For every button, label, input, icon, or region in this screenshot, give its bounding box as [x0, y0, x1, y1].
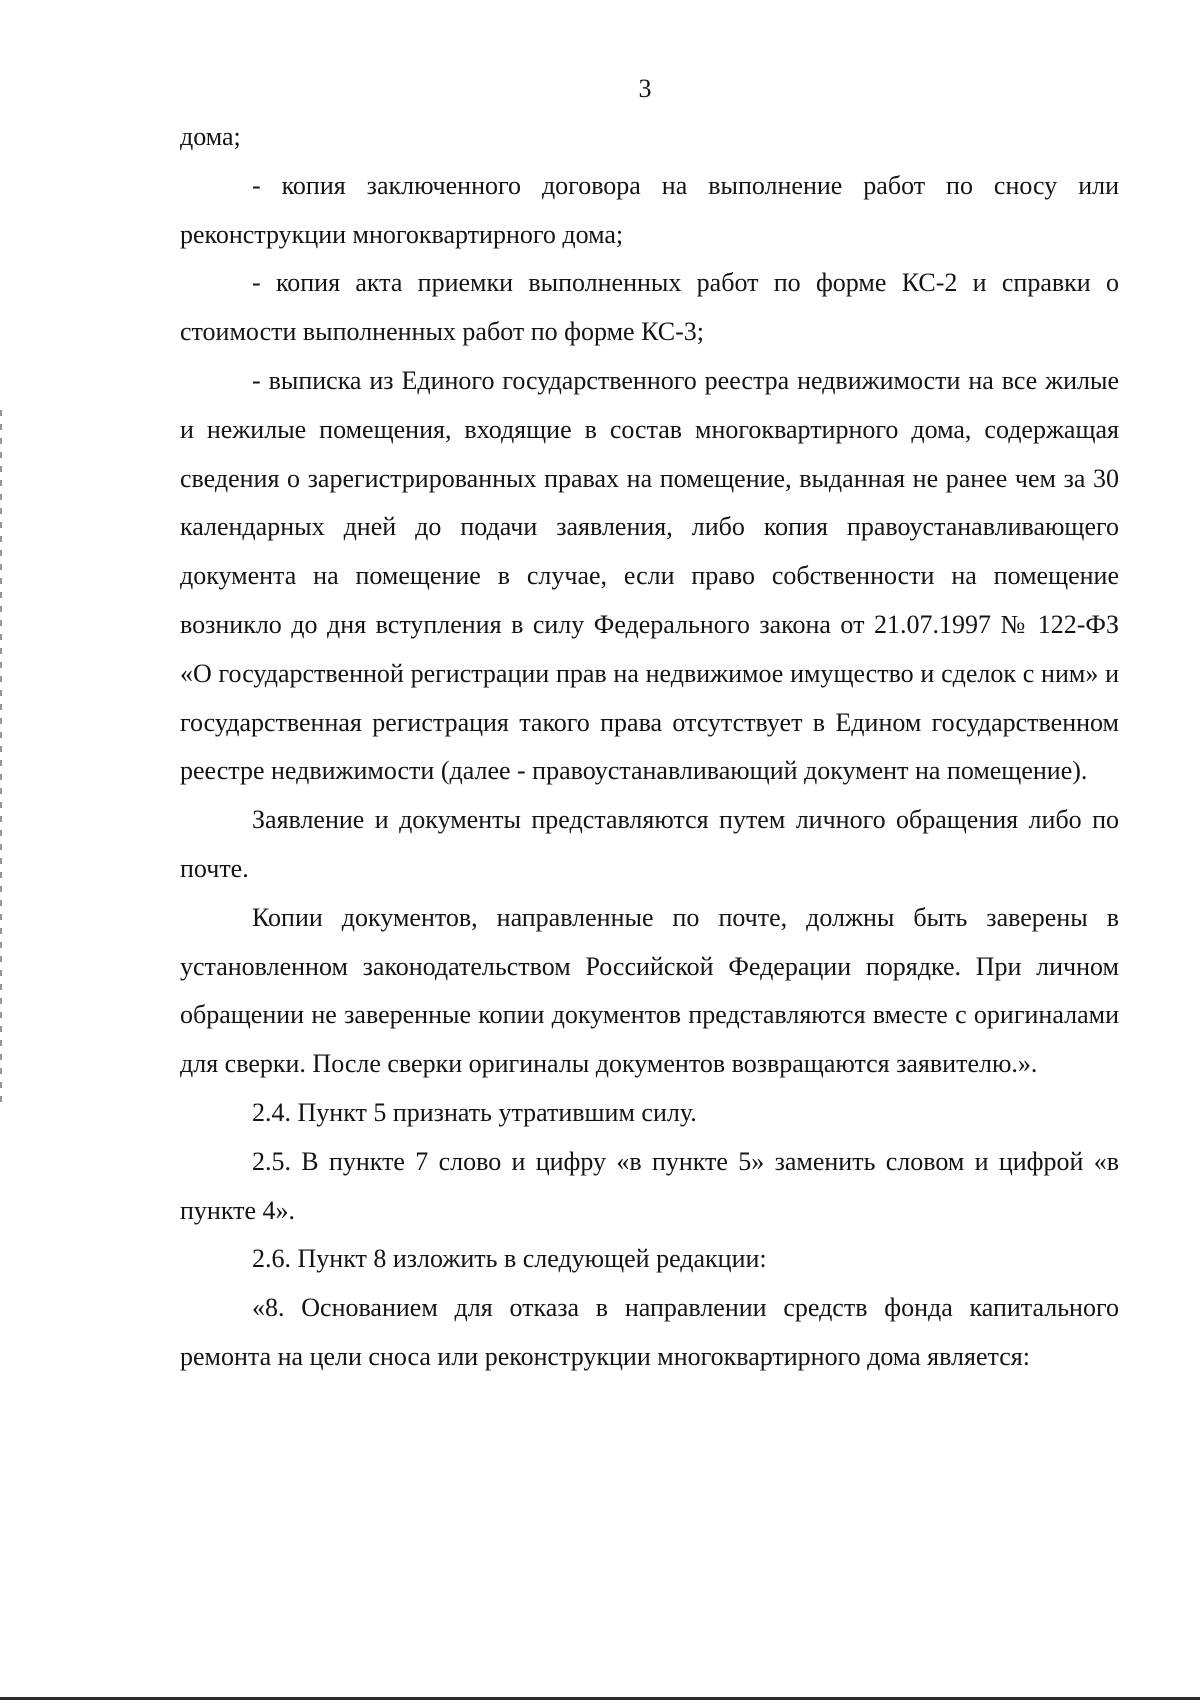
paragraph-item-2-4: 2.4. Пункт 5 признать утратившим силу.: [252, 1097, 697, 1127]
document-body: [180, 113, 1119, 1382]
list-item-registry-extract: - выписка из Единого государственного реестра недвижимости на все жилые и нежилые помещения, входящие в состав многоквартирного дома, содержащая сведения о зарегистрированных правах на помещение, выданная не ранее чем за 30 календарных дней до подачи заявления, либо копия правоустанавливающего документа на помещение в случае, если право собственности на помещение возникло до дня вступления в силу Федерального закона от 21.07.1997 № 122-ФЗ «О государственной регистрации прав на недвижимое имущество и сделок с ним» и государственная регистрация такого права отсутствует в Едином государственном реестре недвижимости (далее - правоустанавливающий документ на помещение).: [180, 365, 1119, 786]
paragraph-submission: Заявление и документы представляются путем личного обращения либо по почте.: [180, 805, 1119, 883]
paragraph-item-2-6: 2.6. Пункт 8 изложить в следующей редакции:: [252, 1244, 767, 1274]
scan-edge-mark: [0, 410, 2, 1110]
page-number: 3: [638, 74, 652, 103]
list-item-acceptance-act: - копия акта приемки выполненных работ по форме КС-2 и справки о стоимости выполненных работ по форме КС-3;: [180, 268, 1119, 347]
paragraph-item-2-5: 2.5. В пункте 7 слово и цифру «в пункте 5» заменить словом и цифрой «в пункте 4».: [180, 1146, 1119, 1225]
list-item-contract-copy: - копия заключенного договора на выполнение работ по сносу или реконструкции многоквартирного дома;: [180, 170, 1119, 249]
paragraph-continuation: дома;: [180, 122, 241, 151]
paragraph-item-8: «8. Основанием для отказа в направлении средств фонда капитального ремонта на цели сноса или реконструкции многоквартирного дома является:: [180, 1293, 1119, 1371]
paragraph-copies: Копии документов, направленные по почте, должны быть заверены в установленном законодательством Российской Федерации порядке. При личном обращении не заверенные копии документов представляются вместе с оригиналами для сверки. После сверки оригиналы документов возвращаются заявителю.».: [180, 902, 1119, 1079]
scan-bottom-edge: [0, 1697, 1200, 1700]
